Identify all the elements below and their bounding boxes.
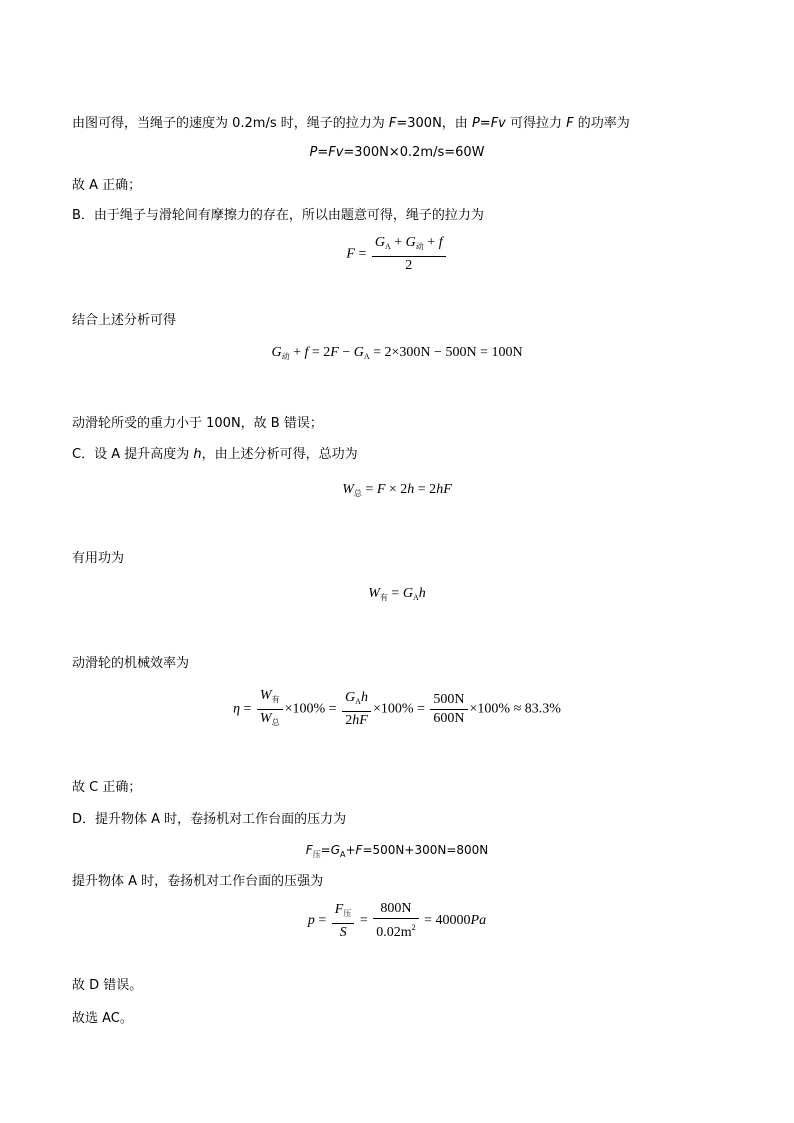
- paragraph-efficiency: 动滑轮的机械效率为: [72, 656, 190, 671]
- fraction-pressure-numeric: $\frac{800N}{0.02m^2}$: [373, 901, 418, 941]
- equation-pressure-force: $F_压=G_A+F=500N+300N=800N$: [305, 843, 489, 859]
- paragraph-useful: 有用功为: [72, 551, 125, 566]
- equation-useful-work: $W_有 = G_Ah$: [368, 586, 426, 602]
- paragraph-pressure: 提升物体 A 时，卷扬机对工作台面的压强为: [72, 874, 324, 889]
- paragraph-combine: 结合上述分析可得: [72, 313, 177, 328]
- fraction-tension: $\frac{G_A + G_动 + f}{2}$: [372, 235, 446, 274]
- paragraph-c: C．设 A 提升高度为 h，由上述分析可得，总功为: [72, 447, 358, 462]
- equation-pressure: p = $\frac{F_压}{S}$ = $\frac{800N}{0.02m^2}$ = 40000Pa: [307, 901, 487, 940]
- fraction-force-ratio: $\frac{G_Ah}{2hF}$: [342, 690, 371, 729]
- fraction-numeric-ratio: $\frac{500N}{600N}$: [430, 692, 467, 727]
- final-answer: 故选 AC。: [72, 1011, 133, 1026]
- conclusion-b: 动滑轮所受的重力小于 100N，故 B 错误；: [72, 416, 323, 431]
- equation-power: P=Fv=300N×0.2m/s=60W: [309, 145, 485, 160]
- equation-efficiency: η = $\frac{W_有}{W_总}$ ×100% = $\frac{G_Ah}{2hF}$ ×100% = $\frac{500N}{600N}$ ×100% ≈ 83.3%: [0, 688, 794, 731]
- fraction-force-area: $\frac{F_压}{S}$: [332, 902, 355, 941]
- equation-pulley-weight: $G_动 + f = 2F - G_A = 2\times 300N - 500N = 100N$: [271, 345, 523, 361]
- conclusion-d: 故 D 错误。: [72, 978, 143, 993]
- equation-total-work: $W_总 = F \times 2h = 2hF$: [342, 482, 452, 498]
- conclusion-c: 故 C 正确；: [72, 780, 142, 795]
- fraction-work-ratio: $\frac{W_有}{W_总}$: [257, 688, 283, 731]
- paragraph-b: B．由于绳子与滑轮间有摩擦力的存在，所以由题意可得，绳子的拉力为: [72, 208, 484, 223]
- paragraph-d: D．提升物体 A 时，卷扬机对工作台面的压力为: [72, 812, 347, 827]
- conclusion-a: 故 A 正确；: [72, 178, 142, 193]
- equation-tension: F = $\frac{G_A + G_动 + f}{2}$: [0, 235, 794, 274]
- paragraph-power: 由图可得，当绳子的速度为 0.2m/s 时，绳子的拉力为 F=300N，由 P=Fv 可得拉力 F 的功率为: [72, 116, 630, 131]
